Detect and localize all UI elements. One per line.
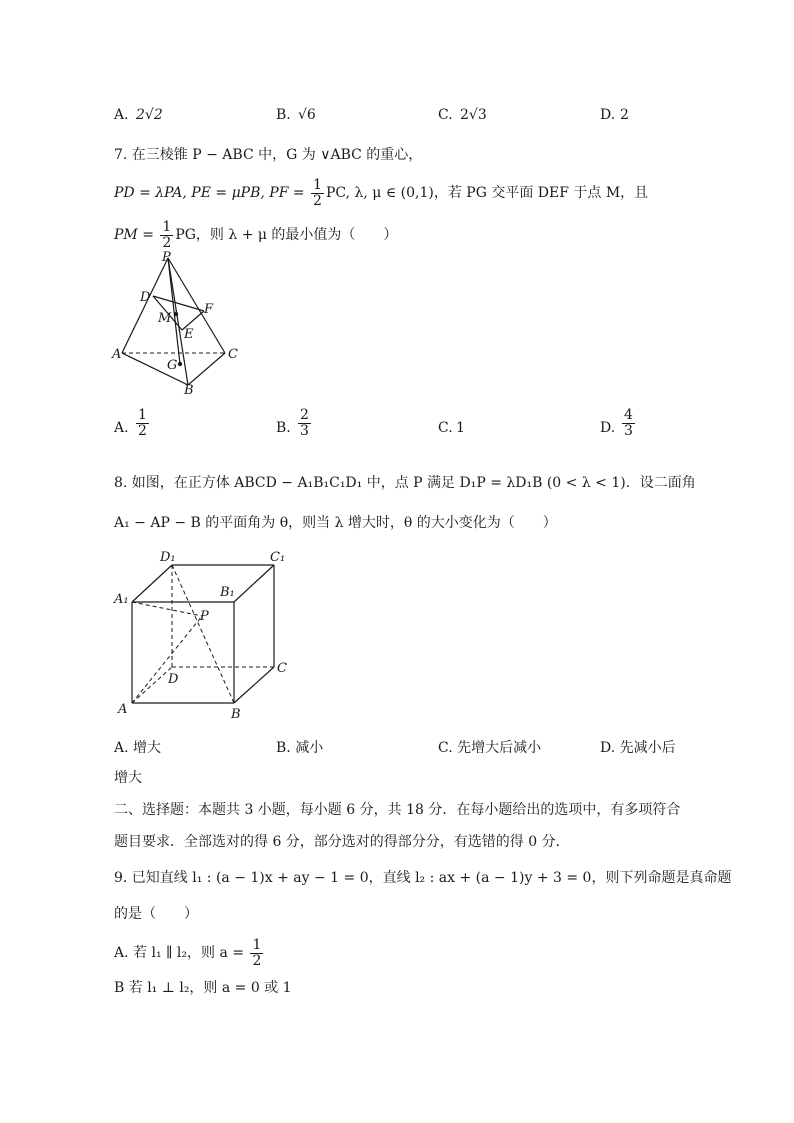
q8-option-a: A. 增大	[114, 740, 162, 756]
segment-a1p	[132, 602, 202, 616]
q7-question-text: PG，则 λ + μ 的最小值为（ ）	[175, 227, 398, 244]
label-a: A	[112, 347, 122, 362]
label-c: C	[277, 661, 287, 676]
q6-option-c-value: 2√3	[460, 107, 487, 123]
q8-option-c: C. 先增大后减小	[438, 740, 542, 756]
q6-option-b-label: B.	[276, 107, 291, 123]
label-m: M	[158, 311, 172, 326]
edge-df	[153, 296, 204, 311]
q7-option-d-label: D.	[600, 420, 616, 436]
q9-option-a-denominator: 2	[252, 952, 262, 969]
q8-option-b: B. 减小	[276, 740, 324, 756]
q6-option-c-label: C.	[438, 107, 453, 123]
q7-option-c-value: 1	[456, 420, 465, 436]
q7-stem-line1: 7. 在三棱锥 P − ABC 中，G 为 ∨ABC 的重心，	[114, 147, 423, 163]
point-g	[178, 362, 182, 366]
q8-option-d: D. 先减小后	[600, 740, 676, 756]
q7-option-a-numerator: 1	[138, 407, 147, 423]
segment-ap	[132, 616, 202, 703]
q8-cube-figure	[110, 545, 300, 725]
q7-option-d-denominator: 3	[624, 422, 633, 439]
edge-b1c1	[234, 565, 274, 602]
q9-stem-line2: 的是（ ）	[114, 906, 198, 922]
q8-stem-line2: A₁ − AP − B 的平面角为 θ，则当 λ 增大时，θ 的大小变化为（ ）	[114, 515, 557, 531]
point-m	[174, 312, 178, 316]
label-b: B	[184, 383, 194, 398]
label-p: P	[200, 609, 209, 624]
label-p: P	[162, 250, 171, 265]
q7-pm-fraction	[160, 220, 173, 250]
q9-stem-line1: 9. 已知直线 l₁ : (a − 1)x + ay − 1 = 0，直线 l₂ : ax + (a − 1)y + 3 = 0，则下列命题是真命题	[114, 870, 732, 886]
edge-cb	[188, 353, 225, 385]
q6-option-d-label: D.	[600, 107, 616, 123]
q7-pm-label: PM =	[114, 227, 159, 244]
q9-option-a	[114, 938, 265, 968]
q7-option-b-label: B.	[276, 420, 291, 436]
label-f: F	[204, 302, 214, 317]
q7-pm-numerator: 1	[162, 219, 172, 235]
q7-option-b-numerator: 2	[300, 407, 309, 423]
q9-option-a-numerator: 1	[252, 937, 262, 953]
q7-option-b-denominator: 3	[300, 422, 309, 439]
q7-option-c-label: C.	[438, 420, 453, 436]
q7-tetrahedron-figure	[110, 248, 250, 398]
q7-stem-line2	[114, 178, 648, 208]
label-e: E	[184, 327, 194, 342]
q6-option-a-label: A.	[114, 107, 129, 123]
q6-option-a-value: 2√2	[136, 107, 163, 123]
q9-option-b: B 若 l₁ ⊥ l₂，则 a = 0 或 1	[114, 980, 292, 996]
q6-option-b-value: √6	[298, 107, 316, 123]
q7-option-b-fraction	[298, 408, 311, 438]
q7-option-a-label: A.	[114, 420, 129, 436]
label-c1: C₁	[270, 550, 286, 565]
q7-option-d-numerator: 4	[624, 407, 633, 423]
q8-stem-line1: 8. 如图，在正方体 ABCD − A₁B₁C₁D₁ 中，点 P 满足 D₁P = λD₁B (0 < λ < 1)．设二面角	[114, 475, 696, 491]
q9-option-a-fraction	[250, 938, 263, 968]
q7-option-d-fraction	[622, 408, 635, 438]
section2-heading-line2: 题目要求．全部选对的得 6 分，部分选对的得部分分，有选错的得 0 分．	[114, 834, 570, 850]
q6-option-d-value: 2	[620, 107, 629, 123]
label-d: D	[140, 290, 151, 305]
edge-bc	[234, 667, 274, 703]
label-g: G	[167, 358, 178, 373]
label-d: D	[168, 672, 179, 687]
q7-stem-line3	[114, 220, 397, 250]
edge-ad-hidden	[132, 667, 172, 703]
label-b1: B₁	[220, 585, 235, 600]
label-a1: A₁	[114, 592, 129, 607]
edge-a1d1	[132, 565, 172, 602]
label-d1: D₁	[160, 550, 176, 565]
q7-half-fraction	[311, 178, 324, 208]
q7-condition-text: PC, λ, μ ∈ (0,1)，若 PG 交平面 DEF 于点 M，且	[325, 185, 649, 202]
q8-option-d-continued: 增大	[114, 770, 142, 786]
q7-half-numerator: 1	[313, 177, 322, 193]
q7-vector-relations: PD = λPA, PE = μPB, PF =	[114, 185, 310, 202]
q7-option-a-fraction	[136, 408, 149, 438]
label-b: B	[231, 707, 241, 722]
q7-half-denominator: 2	[313, 192, 322, 209]
q7-option-a-denominator: 2	[138, 422, 147, 439]
q7-pm-denominator: 2	[162, 234, 172, 251]
edge-ab	[122, 353, 188, 385]
label-c: C	[228, 347, 238, 362]
label-a: A	[118, 702, 128, 717]
section2-heading-line1: 二、选择题：本题共 3 小题，每小题 6 分，共 18 分．在每小题给出的选项中，有多项符合	[114, 802, 681, 818]
q9-option-a-text: A. 若 l₁ ∥ l₂，则 a =	[114, 945, 249, 962]
